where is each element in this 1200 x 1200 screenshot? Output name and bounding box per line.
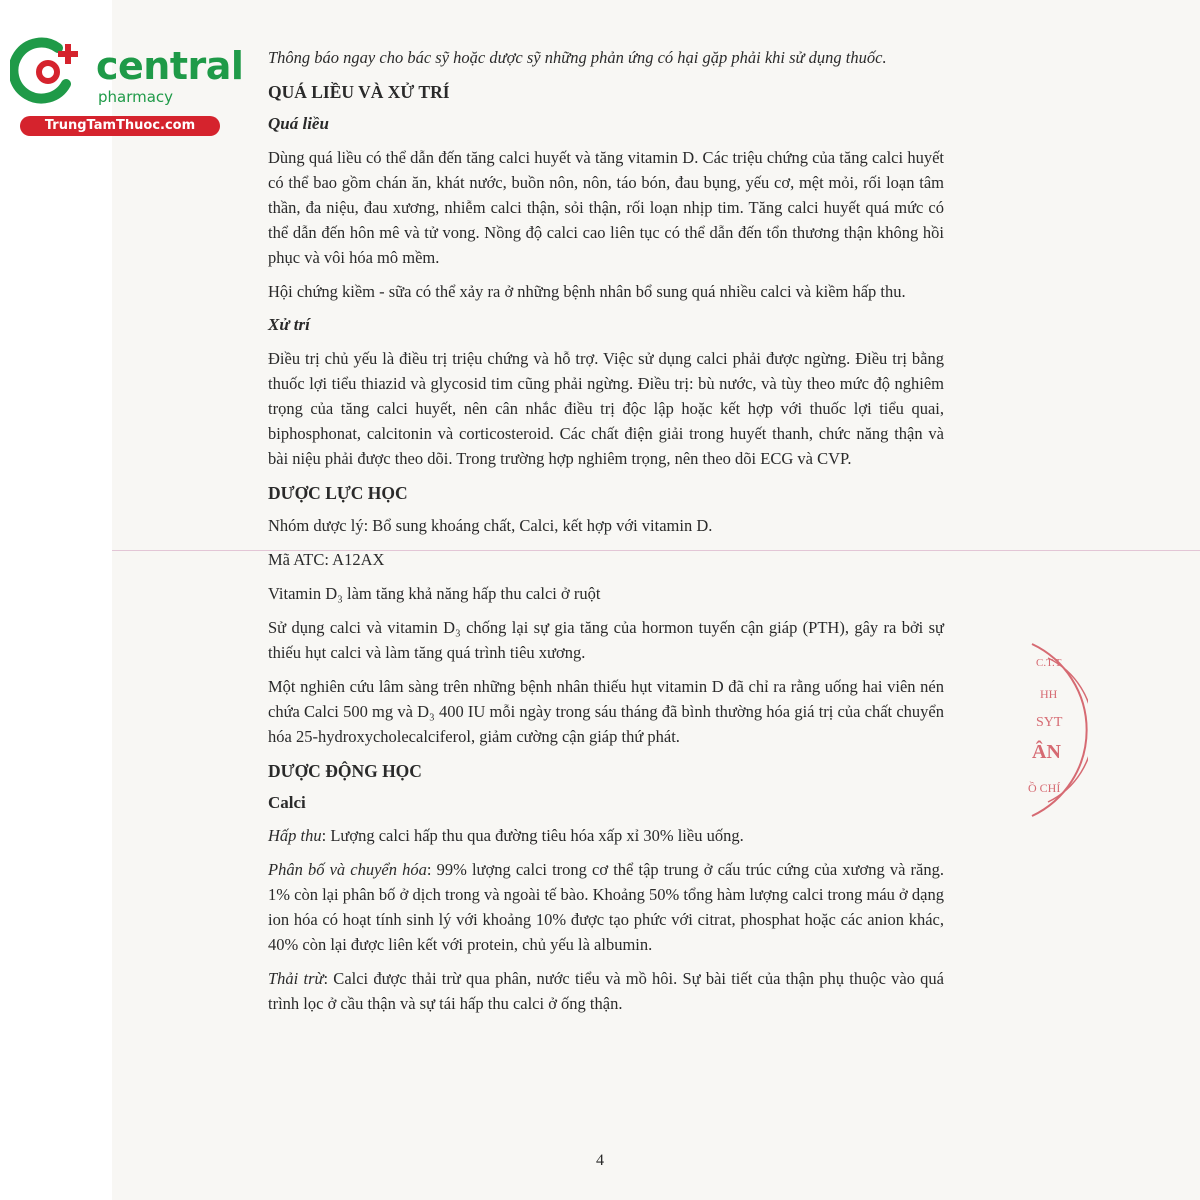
atc-code: Mã ATC: A12AX: [268, 550, 385, 569]
stamp-text-4: ÂN: [1032, 741, 1061, 763]
section-pharmacokinetics-title: DƯỢC ĐỘNG HỌC: [268, 761, 422, 781]
document-content: [268, 45, 944, 1025]
management-paragraph: Điều trị chủ yếu là điều trị triệu chứng và hỗ trợ. Việc sử dụng calci phải được ngừng. Điều trị bằng thuốc lợi tiểu thiazid và glycosid tim cũng phải ngừng. Điều trị: bù nước, và tùy theo mức độ nghiêm trọng của tăng calci huyết, nên cân nhắc điều trị độc lập hoặc kết hợp với thuốc lợi tiểu quai, biphosphonat, calcitonin và corticosteroid. Các chất điện giải trong huyết thanh, chức năng thận và bài niệu phải được theo dõi. Trong trường hợp nghiêm trọng, nên theo dõi ECG và CVP.: [268, 349, 944, 468]
distribution-label: Phân bố và chuyển hóa: [268, 860, 427, 879]
logo-url-badge: TrungTamThuoc.com: [20, 116, 220, 136]
pth-paragraph: Sử dụng calci và vitamin D₃ chống lại sự gia tăng của hormon tuyến cận giáp (PTH), gây ra bởi sự thiếu hụt calci và làm tăng quá trình tiêu xương.: [268, 618, 944, 662]
absorption-label: Hấp thu: [268, 826, 322, 845]
absorption-paragraph: [268, 823, 944, 848]
pharmacologic-group: Nhóm dược lý: Bổ sung khoáng chất, Calci, kết hợp với vitamin D.: [268, 516, 713, 535]
stamp-text-1: C.T.T: [1036, 657, 1062, 669]
page-number: 4: [596, 1152, 604, 1169]
distribution-paragraph: [268, 857, 944, 957]
central-pharmacy-logo[interactable]: [10, 36, 244, 136]
milk-alkali-paragraph: Hội chứng kiềm - sữa có thể xảy ra ở những bệnh nhân bổ sung quá nhiều calci và kiềm hấp thu.: [268, 282, 906, 301]
overdose-paragraph: Dùng quá liều có thể dẫn đến tăng calci huyết và tăng vitamin D. Các triệu chứng của tăng calci huyết có thể bao gồm chán ăn, khát nước, buồn nôn, nôn, táo bón, đau bụng, yếu cơ, mệt mỏi, rối loạn tâm thần, đa niệu, đau xương, nhiễm calci thận, sỏi thận, rối loạn nhịp tim. Tăng calci huyết quá mức có thể dẫn đến hôn mê và tử vong. Nồng độ calci cao liên tục có thể dẫn đến tổn thương thận không hồi phục và vôi hóa mô mềm.: [268, 148, 944, 267]
subsection-management: Xử trí: [268, 315, 310, 334]
adverse-reaction-note: Thông báo ngay cho bác sỹ hoặc dược sỹ những phản ứng có hại gặp phải khi sử dụng thuốc.: [268, 48, 887, 67]
subsection-overdose: Quá liều: [268, 114, 329, 133]
subsection-calci: Calci: [268, 793, 306, 812]
stamp-text-3: SYT: [1036, 715, 1063, 730]
elimination-label: Thải trừ: [268, 969, 324, 988]
official-stamp: [1018, 640, 1088, 820]
elimination-text: : Calci được thải trừ qua phân, nước tiểu và mồ hôi. Sự bài tiết của thận phụ thuộc vào quá trình lọc ở cầu thận và sự tái hấp thu calci ở ống thận.: [268, 969, 945, 1013]
section-pharmacodynamics-title: DƯỢC LỰC HỌC: [268, 483, 408, 503]
stamp-text-2: HH: [1040, 687, 1058, 701]
vitamin-d3-absorption: Vitamin D₃ làm tăng khả năng hấp thu calci ở ruột: [268, 584, 601, 603]
logo-brand-text: central: [96, 44, 244, 88]
pharmacy-cross-icon: [10, 36, 90, 108]
absorption-text: : Lượng calci hấp thu qua đường tiêu hóa xấp xỉ 30% liều uống.: [321, 826, 744, 845]
section-overdose-title: QUÁ LIỀU VÀ XỬ TRÍ: [268, 82, 450, 102]
elimination-paragraph: [268, 966, 944, 1016]
distribution-text: : 99% lượng calci trong cơ thể tập trung ở cấu trúc cứng của xương và răng. 1% còn lại phân bố ở dịch trong và ngoài tế bào. Khoảng 50% tổng hàm lượng calci trong máu ở dạng ion hóa có hoạt tính sinh lý với khoảng 10% được tạo phức với citrat, phosphat hoặc các anion khác, 40% còn lại được liên kết với protein, chủ yếu là albumin.: [268, 860, 944, 954]
logo-sub-text: pharmacy: [98, 88, 174, 106]
clinical-study-paragraph: Một nghiên cứu lâm sàng trên những bệnh nhân thiếu hụt vitamin D đã chỉ ra rằng uống hai viên nén chứa Calci 500 mg và D₃ 400 IU mỗi ngày trong sáu tháng đã bình thường hóa giá trị của chất chuyển hóa 25-hydroxycholecalciferol, giảm cường cận giáp thứ phát.: [268, 677, 944, 746]
stamp-text-5: Ồ CHÍ: [1028, 781, 1061, 795]
